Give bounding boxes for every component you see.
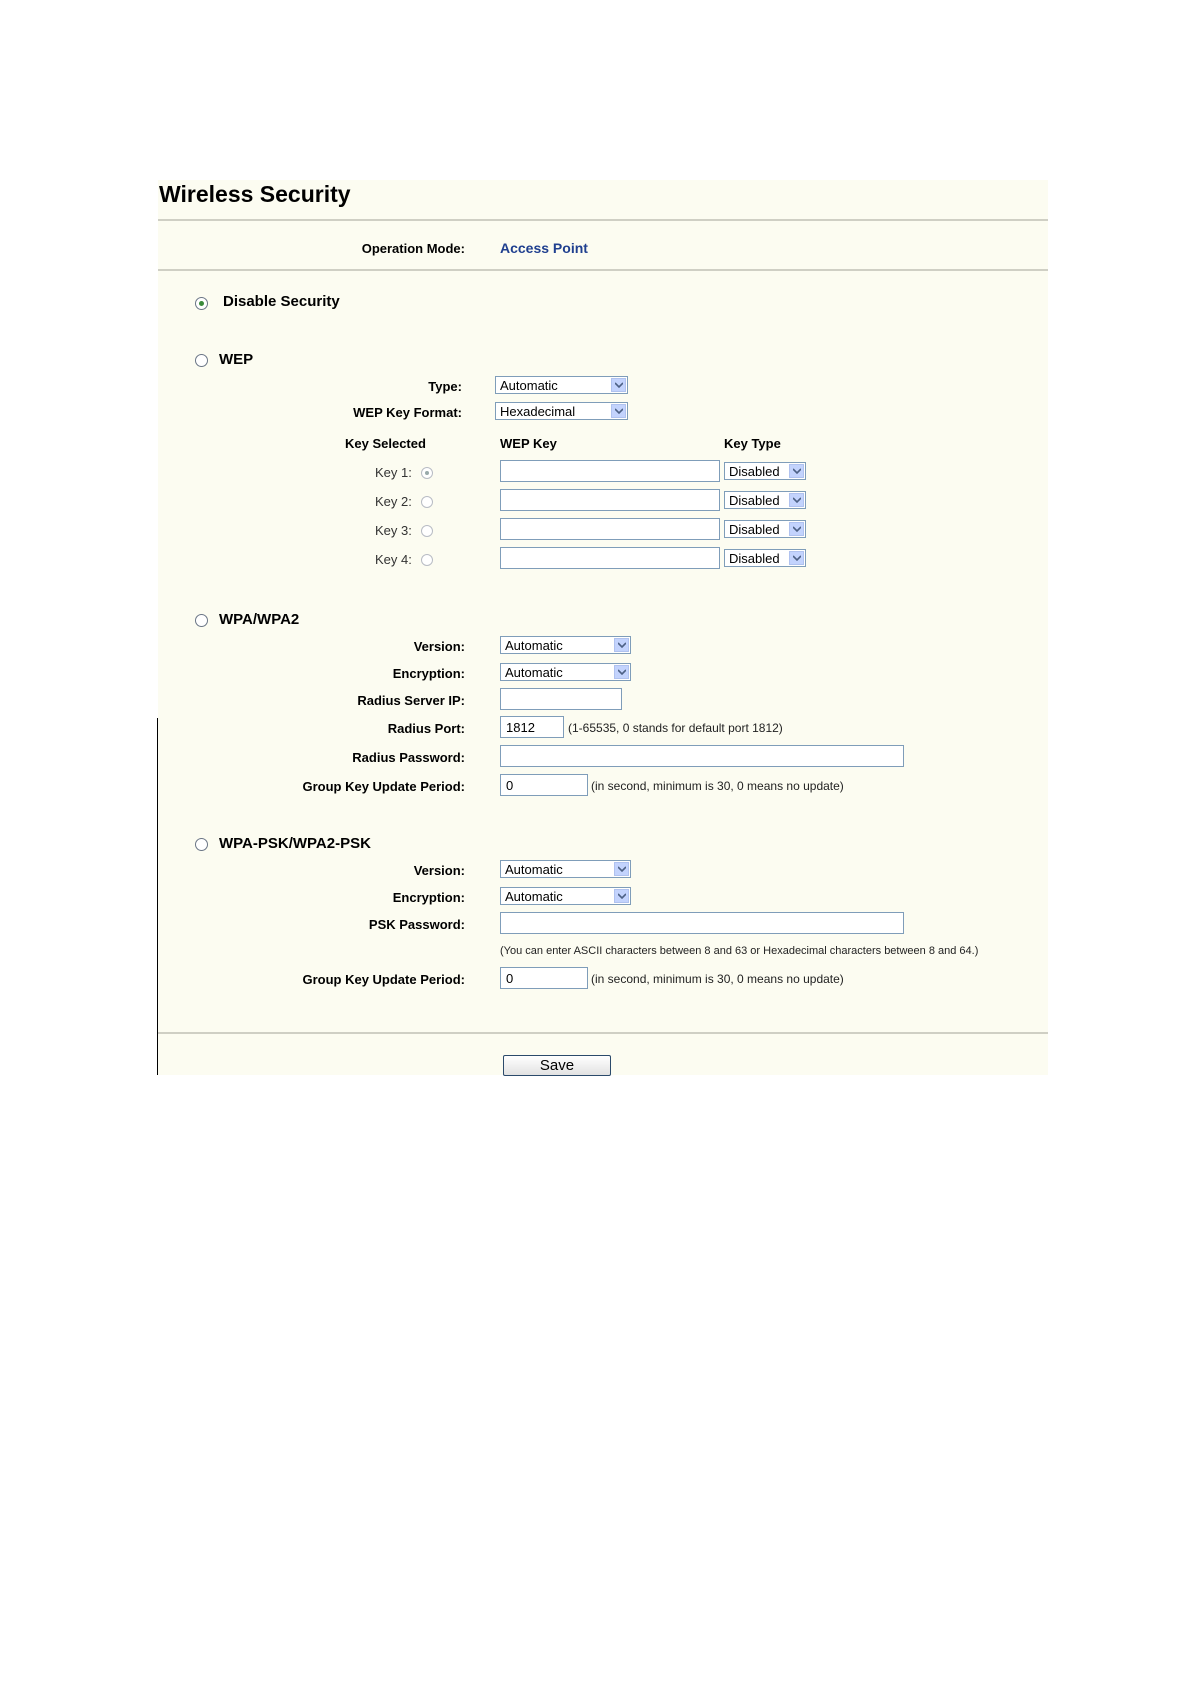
chevron-down-icon	[789, 522, 804, 536]
disable-security-label: Disable Security	[223, 293, 340, 310]
col-key-type: Key Type	[724, 436, 781, 451]
wpa-version-label: Version:	[413, 639, 465, 654]
operation-mode-value: Access Point	[500, 240, 588, 256]
radio-wpa-psk[interactable]	[195, 838, 208, 851]
radio-key-2[interactable]	[421, 496, 433, 508]
chevron-down-icon	[614, 862, 629, 876]
key-4-input[interactable]	[500, 547, 720, 569]
col-wep-key: WEP Key	[500, 436, 557, 451]
key-1-type-select[interactable]	[724, 462, 806, 480]
key-1-input[interactable]	[500, 460, 720, 482]
chevron-down-icon	[611, 404, 626, 418]
psk-version-label: Version:	[413, 863, 465, 878]
key-1-type-value: Disabled	[729, 464, 780, 479]
divider-bottom	[158, 1032, 1048, 1034]
key-4-label: Key 4:	[375, 552, 412, 567]
psk-version-select[interactable]	[500, 860, 631, 878]
psk-group-key-note: (in second, minimum is 30, 0 means no update)	[591, 972, 844, 986]
key-2-type-value: Disabled	[729, 493, 780, 508]
key-2-type-select[interactable]	[724, 491, 806, 509]
radius-password-label: Radius Password:	[352, 750, 465, 765]
chevron-down-icon	[789, 464, 804, 478]
divider-top	[158, 219, 1048, 221]
col-key-selected: Key Selected	[345, 436, 426, 451]
wep-format-value: Hexadecimal	[500, 404, 576, 419]
radius-password-input[interactable]	[500, 745, 904, 767]
wep-type-label: Type:	[428, 379, 462, 394]
chevron-down-icon	[614, 638, 629, 652]
radio-key-4[interactable]	[421, 554, 433, 566]
wpa-label: WPA/WPA2	[219, 611, 300, 628]
psk-encryption-value: Automatic	[505, 889, 563, 904]
chevron-down-icon	[614, 889, 629, 903]
left-border	[157, 718, 158, 1075]
wpa-encryption-select[interactable]	[500, 663, 631, 681]
radius-ip-label: Radius Server IP:	[357, 693, 465, 708]
psk-encryption-select[interactable]	[500, 887, 631, 905]
chevron-down-icon	[614, 665, 629, 679]
wpa-encryption-label: Encryption:	[392, 666, 465, 681]
chevron-down-icon	[789, 551, 804, 565]
wpa-version-value: Automatic	[505, 638, 563, 653]
psk-group-key-label: Group Key Update Period:	[302, 972, 465, 987]
radius-ip-input[interactable]	[500, 688, 622, 710]
radio-wpa-wpa2[interactable]	[195, 614, 208, 627]
radio-key-3[interactable]	[421, 525, 433, 537]
wpa-group-key-input[interactable]	[500, 774, 588, 796]
psk-password-label: PSK Password:	[368, 917, 465, 932]
wep-type-select[interactable]	[495, 376, 628, 394]
psk-password-input[interactable]	[500, 912, 904, 934]
psk-group-key-input[interactable]	[500, 967, 588, 989]
key-3-type-select[interactable]	[724, 520, 806, 538]
key-3-input[interactable]	[500, 518, 720, 540]
chevron-down-icon	[611, 378, 626, 392]
psk-label: WPA-PSK/WPA2-PSK	[219, 835, 371, 852]
radio-selected-dot	[425, 471, 429, 475]
radius-port-input[interactable]	[500, 716, 564, 738]
radio-wep[interactable]	[195, 354, 208, 367]
wpa-group-key-note: (in second, minimum is 30, 0 means no update)	[591, 779, 844, 793]
radio-selected-dot	[199, 301, 204, 306]
radio-key-1[interactable]	[421, 467, 433, 479]
key-3-type-value: Disabled	[729, 522, 780, 537]
wpa-version-select[interactable]	[500, 636, 631, 654]
psk-encryption-label: Encryption:	[392, 890, 465, 905]
wep-type-value: Automatic	[500, 378, 558, 393]
divider-mode	[158, 269, 1048, 271]
wep-label: WEP	[219, 351, 254, 368]
key-4-type-select[interactable]	[724, 549, 806, 567]
key-3-label: Key 3:	[375, 523, 412, 538]
save-button[interactable]: Save	[503, 1055, 611, 1076]
key-1-label: Key 1:	[375, 465, 412, 480]
wpa-group-key-label: Group Key Update Period:	[302, 779, 465, 794]
psk-version-value: Automatic	[505, 862, 563, 877]
radio-disable-security[interactable]	[195, 297, 208, 310]
radius-port-note: (1-65535, 0 stands for default port 1812)	[568, 721, 783, 735]
operation-mode-label: Operation Mode:	[361, 241, 465, 256]
key-4-type-value: Disabled	[729, 551, 780, 566]
wep-format-select[interactable]	[495, 402, 628, 420]
page-title: Wireless Security	[159, 181, 351, 207]
psk-password-note: (You can enter ASCII characters between 8 and 63 or Hexadecimal characters between 8 and 64.)	[500, 945, 979, 957]
wep-format-label: WEP Key Format:	[353, 405, 462, 420]
key-2-input[interactable]	[500, 489, 720, 511]
radius-port-label: Radius Port:	[387, 721, 465, 736]
key-2-label: Key 2:	[375, 494, 412, 509]
wpa-encryption-value: Automatic	[505, 665, 563, 680]
chevron-down-icon	[789, 493, 804, 507]
